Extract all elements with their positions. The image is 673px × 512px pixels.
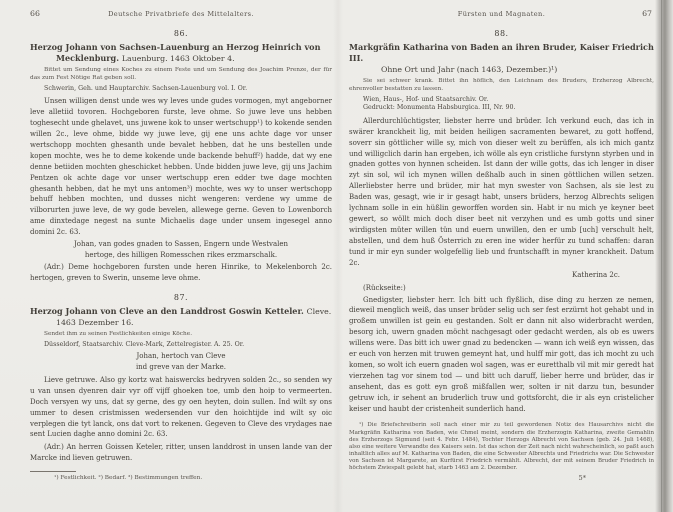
- letter-signature: [48, 239, 314, 260]
- letter-verso-body: Gnedigster, liebster herr. Ich bitt uch flyßlich, dise ding zu herzen ze nemen, dieweil menglich weiß, das unser brüder selig uch ser fest erzürnt hot gehabt und in großem unwillen ist gein eu gestanden. Solt er dann nit also widerbracht werden, besorg ich, uwern gnaden möcht nachgesagt oder gedacht werden, als ob es uwers willens were. Das bitt ich uwer gnad zu bedencken — wann ich weiß eyn wissen, das er euch von herzen mit truwen gemeynt hat, und hulff mir gott, das ich mocht zu uch komen, so wolt ich euern gnaden wol sagen, was er euretthalb vil mit mir geredt hat vierzehen tag vor sinem tod — und bitt uch daruff, lieber herre und brüder, das ir ansehent, das es gott eyn groß mißfallen wer, solten ir nit darzu tun, besunder getruw ich, ir sehent an bruderlich truw und gottsforcht, die ir als eyn cristelicher keiser und haubt der cristenheit sunderlich hand.: [349, 295, 654, 413]
- letter-number: 87.: [173, 292, 189, 302]
- letter-source: [363, 96, 654, 113]
- letter-heading-date: Ohne Ort und Jahr (nach 1463, Dezember.)¹): [381, 65, 558, 74]
- right-running-title: Fürsten und Magnaten.: [457, 10, 546, 18]
- left-running-title: Deutsche Privatbriefe des Mittelalters.: [108, 10, 254, 18]
- letter-heading-date: Cleve. 1463 Dezember 16.: [56, 306, 332, 327]
- right-page-number: 67: [642, 9, 652, 18]
- verso-label: (Rückseite:): [363, 283, 406, 292]
- letter-88: [349, 29, 654, 414]
- signature-line: hertoge, des hilligen Romesschen rikes erzmarschalk.: [84, 250, 278, 259]
- letter-87: [30, 293, 332, 464]
- letter-source: Schwerin, Geh. und Hauptarchiv. Sachsen-Lauenburg vol. I. Or.: [44, 84, 248, 92]
- sheet-signature-mark: 5*: [578, 474, 586, 483]
- source-line: Gedruckt: Monumenta Habsburgica. III, Nr. 90.: [363, 104, 516, 112]
- right-page-header: [349, 10, 654, 21]
- letter-regest: Bittet um Sendung eines Koches zu einem Feste und um Sendung des Joachim Prenze, der für das zum Fest Nötige Rat geben soll.: [30, 67, 332, 81]
- salutation-line: ind greve van der Marke.: [135, 362, 227, 371]
- letter-heading: [30, 306, 332, 328]
- right-footnote: ¹) Die Briefschreiberin soll nach einer mir zu teil gewordenen Notiz des Hausarchivs nicht die Markgräfin Katharina von Baden, wie Chmel meint, sondern die Erzherzogin Katharina, zweite Gemahlin des Erzherzogs Sigmund (seit 4. Febr. 1484), Tochter Herzogs Albrecht von Sachsen (geb. 24. Juli 1468), also eine weitere Verwandte des Kaisers sein. Ist das schon der Zeit nach nicht wahrscheinlich, so paßt auch inhaltlich alles auf M. Katharina von Baden, die eine Schwester Albrechts und Friedrichs war. Die Schwester von Sachsen ist Margarete, an Kurfürst Friedrich vermählt. Albrecht, der mit seinem Bruder Friedrich in höchstem Zwiespalt gelebt hat, starb 1463 am 2. Dezember.: [349, 422, 654, 472]
- letter-body: Allerdurchlüchtigster, liebster herre und brüder. Ich verkund euch, das ich in swärer kranckheit lig, mit beiden heiligen sacramenten bewaret, zu gott hoffend, soverr sin göttlicher wille sy, mich von dieser welt zu berüffen, als ich mich gantz und willigclich darin han ergeben, ich wölle als eyn cristliche furstynn styrben und in gnaden gottes von hynnen scheiden. Ist dann der wille gotts, das ich lenger in diser zyt sin sol, wil ich mynen willen deßhalb auch in sinen göttlichen willen setzen. Allerliebster herre und brüder, mir hat myn swester von Sachsen, als sie lest zu Baden was, gesagt, wie ir ir gesagt habt, unsers brüders, herzog Albrechts seligen lychnam solle in ein hüßlin geworffen worden sin. Habt ir nu mich ye keyner beet gewert, so wöllt mich doch diser beet nit verzyhen und es umb gotts und siner wirdigsten müter willen tün und euern unwillen, den er umb [uch] verschult helt, abstellen, und dem huß Österrich zu eren ine wider herfür zu tund schaffen: daran tund ir mir eyn sunder wolgefellig lieb und fruntschafft in myner kranckheit. Datum 2c.: [349, 116, 654, 267]
- letter-86: [30, 29, 332, 284]
- page-gutter-shadow: [333, 0, 343, 512]
- letter-number: 86.: [173, 29, 189, 38]
- left-page: [30, 10, 332, 483]
- letter-body: Unsen willigen denst unde wes wy leves unde gudes vormogen, myt angeborner leve alletiid tovoren. Hochgeboren furste, leve ohme. So juwe leve uns hebben toghesecht unde ghelavet, uns juwene kok to unser wertschupp¹) to kokende senden willen 2c., leve ohme, bidde wy juwe leve, gij ene uns achte dage vor unser wertschopp mochten ghesanth unde bevalet hebben, dat he uns bestellen unde kopen mochte, wes he to deme kokende unde backende behuff²) hadde, dat wy ene denne betiiden mochten gheschicket hebben. Unde bidden juwe leve, gij uns Jachim Pentzen ok achte dage vor unser wertschupp eren edder twe dage mochten ghesanth hebben, dat he myt uns antomen³) mochte, wes wy to unser wertschopp behuff hebben mochten, und dusses nicht wengeren: verdene wy umme de vilborurten juwe leve, de wy gode bevelen, allewege gerne. Geven to Lowenborch ame dinxtedage negest na sunte Michaelis dage under unsem ingesegel anno domini 2c. 63.: [30, 97, 332, 237]
- left-page-header: [30, 10, 332, 21]
- letter-heading-date: Lauenburg. 1463 Oktober 4.: [121, 54, 235, 63]
- source-line: Wien, Haus-, Hof- und Staatsarchiv. Or.: [363, 95, 489, 103]
- letter-address: (Adr.) Deme hochgeboren fursten unde heren Hinrike, to Mekelenborch 2c. hertogen, greven to Swerin, unseme leve ohme.: [30, 262, 332, 282]
- letter-regest: Sie sei schwer krank. Bittet ihn höflich, den Leichnam des Bruders, Erzherzog Albrecht, ehrenvoller bestatten zu lassen.: [349, 78, 654, 92]
- letter-body: Lieve getruwe. Also gy kortz wat haiswercks bedryven solden 2c., so senden wy u van unsen dyenren dair vyr off vijff ghoeken toe, umb den hoip to vermeerten. Doch versyen wy uns, dat sy gerne, des gy oen heyten, doin sullen. Ind wilt sy ons ummer to desen cristmissen wedersenden vur den hoichtijde ind wilt sy oic verplegen die tyt lanck, ons dat vort to rekenen. Gegeven to Cleve des vrydages nae sent Lucien daghe anno domini 2c. 63.: [30, 375, 332, 439]
- letter-signature: Katherina 2c.: [572, 270, 620, 279]
- letter-salutation: [48, 351, 314, 372]
- letter-heading: [30, 42, 332, 64]
- right-page: [349, 10, 654, 482]
- left-page-number: 66: [30, 9, 40, 18]
- salutation-line: Johan, hertoch van Cleve: [136, 352, 226, 361]
- letter-source: Düsseldorf, Staatsarchiv. Cleve-Mark, Zettelregister. A. 25. Or.: [44, 340, 245, 348]
- letter-heading-title: Markgräfin Katharina von Baden an ihren Bruder, Kaiser Friedrich III.: [349, 42, 654, 63]
- letter-heading-title: Herzog Johann von Cleve an den Landdrost Goswin Ketteler.: [30, 305, 304, 316]
- left-footnotes: ¹) Festlichkeit. ²) Bedarf. ³) Bestimmungen treffen.: [54, 475, 203, 482]
- letter-regest: Sendet ihm zu seinen Festlichkeiten einige Köche.: [44, 330, 193, 337]
- letter-number: 88.: [494, 29, 509, 38]
- footnote-rule: [30, 471, 76, 472]
- signature-line: Johan, van godes gnaden to Sassen, Engern unde Westvalen: [73, 240, 289, 249]
- letter-address: (Adr.) An herren Goissen Keteler, ritter, unsen landdrost in unsen lande van der Marcke ind lieven getruwen.: [30, 443, 332, 463]
- book-edge-shadow: [655, 0, 673, 512]
- letter-heading-title: Herzog Johann von Sachsen-Lauenburg an Herzog Heinrich von Mecklenburg.: [30, 42, 321, 63]
